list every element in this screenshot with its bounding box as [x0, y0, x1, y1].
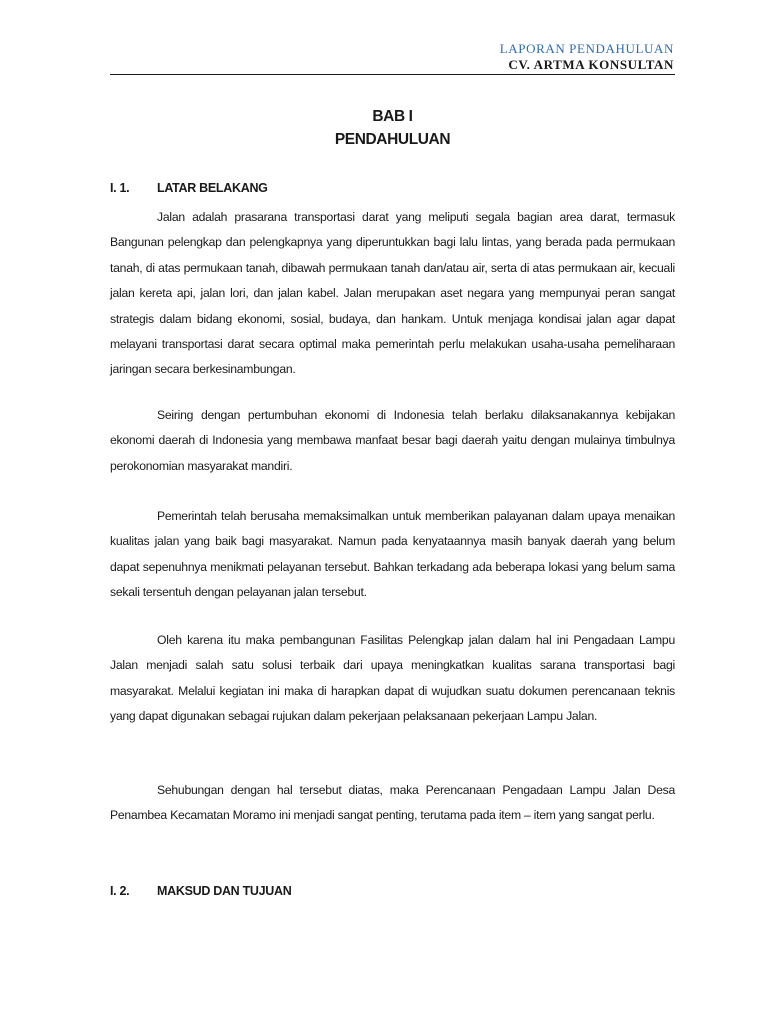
- section-title: MAKSUD DAN TUJUAN: [157, 884, 292, 898]
- section-number: I. 2.: [110, 884, 130, 898]
- report-title: LAPORAN PENDAHULUAN: [499, 41, 674, 56]
- section-heading-maksud-dan-tujuan: [110, 884, 291, 898]
- paragraph-4: Oleh karena itu maka pembangunan Fasilitas Pelengkap jalan dalam hal ini Pengadaan Lampu Jalan menjadi salah satu solusi terbaik dari upaya meningkatkan kualitas sarana transportasi bagi masyarakat. Melalui kegiatan ini maka di harapkan dapat di wujudkan suatu dokumen perencanaan teknis yang dapat digunakan sebagai rujukan dalam pekerjaan pelaksanaan pekerjaan Lampu Jalan.: [110, 633, 675, 724]
- paragraph-2: Seiring dengan pertumbuhan ekonomi di Indonesia telah berlaku dilaksanakannya kebijakan ekonomi daerah di Indonesia yang membawa manfaat besar bagi daerah yaitu dengan mulainya timbulnya perokonomian masyarakat mandiri.: [110, 408, 675, 473]
- chapter-number: BAB I: [372, 108, 413, 125]
- section-title: LATAR BELAKANG: [157, 181, 268, 195]
- paragraph-3: Pemerintah telah berusaha memaksimalkan untuk memberikan palayanan dalam upaya menaikan kualitas jalan yang baik bagi masyarakat. Namun pada kenyataannya masih banyak daerah yang belum dapat sepenuhnya menikmati pelayanan tersebut. Bahkan terkadang ada beberapa lokasi yang belum sama sekali tersentuh dengan pelayanan jalan tersebut.: [110, 509, 675, 600]
- header-divider: [110, 74, 675, 75]
- paragraph-5: Sehubungan dengan hal tersebut diatas, maka Perencanaan Pengadaan Lampu Jalan Desa Penambea Kecamatan Moramo ini menjadi sangat penting, terutama pada item – item yang sangat perlu.: [110, 783, 675, 823]
- paragraph-1: Jalan adalah prasarana transportasi darat yang meliputi segala bagian area darat, termasuk Bangunan pelengkap dan pelengkapnya yang diperuntukkan bagi lalu lintas, yang berada pada permukaan tanah, di atas permukaan tanah, dibawah permukaan tanah dan/atau air, serta di atas permukaan air, kecuali jalan kereta api, jalan lori, dan jalan kabel. Jalan merupakan aset negara yang mempunyai peran sangat strategis dalam bidang ekonomi, sosial, budaya, dan hankam. Untuk menjaga kondisai jalan agar dapat melayani transportasi darat secara optimal maka pemerintah perlu melakukan usaha-usaha pemeliharaan jaringan secara berkesinambungan.: [110, 210, 675, 377]
- company-name: CV. ARTMA KONSULTAN: [508, 57, 674, 72]
- section-number: I. 1.: [110, 181, 130, 195]
- chapter-title: PENDAHULUAN: [334, 131, 451, 148]
- section-heading-latar-belakang: [110, 181, 268, 195]
- chapter-heading: [110, 105, 675, 151]
